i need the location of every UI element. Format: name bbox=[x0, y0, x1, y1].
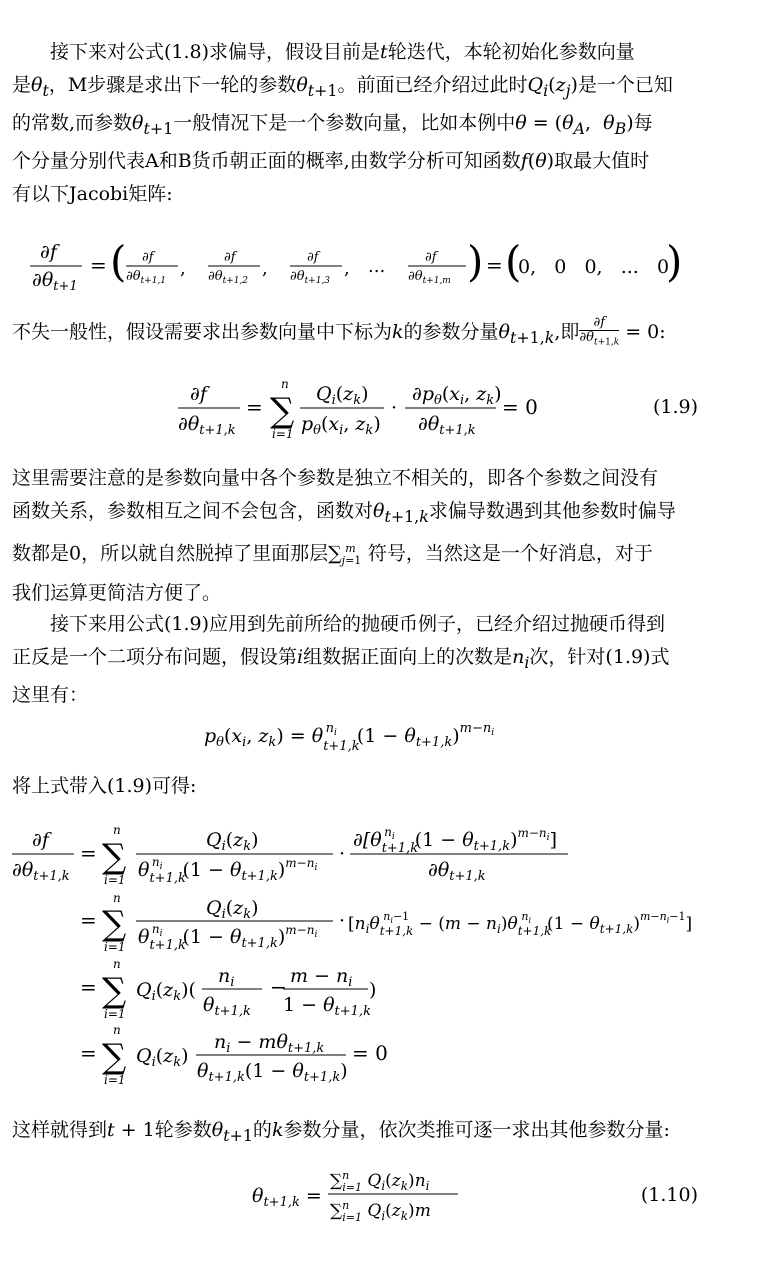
svg-text:pθ(xi, zk) = θt+1,kni(1 − θt+1: $p_\theta(x_i$, $z_k) = \theta_{t+1,k}ni$ $(1 - \theta_{t+1,k})^{m-n}i$ bbox=[204, 721, 495, 754]
svg-text:m − ni: $m - n_i$ bbox=[290, 965, 353, 990]
svg-text:∑ni=1 Qi(zk)m: ∑$^n$ i=1 $Q_i(z_k)m$ bbox=[330, 1199, 431, 1224]
svg-text:): ) bbox=[467, 237, 484, 286]
equation-number: (1.9) bbox=[652, 396, 698, 418]
line: 将上式带入(1.9)可得: bbox=[12, 775, 197, 797]
line: 是$\theta_t$，M步骤是求出下一轮的参数$\theta_{t+1}$。前面已经介绍过此时$Q_i(z_j)$是一个已知 bbox=[12, 73, 673, 100]
svg-text:Qi(zk): $Q_i(z_k)$ bbox=[206, 897, 259, 922]
svg-text:∑: ∑ bbox=[102, 837, 127, 877]
line: 接下来用公式(1.9)应用到先前所给的抛硬币例子，已经介绍过抛硬币得到 bbox=[50, 613, 666, 635]
binomial-equation bbox=[0, 712, 765, 756]
svg-text:∂f: ∂f bbox=[307, 250, 319, 265]
svg-text:∂pθ(xi, zk): $\partial p_\theta(x_i$, $z_k$) bbox=[412, 383, 502, 408]
svg-text:i=1: i=1 bbox=[272, 427, 294, 441]
line: 函数关系，参数相互之间不会包含，函数对$\theta_{t+1,k}$求偏导数遇到其他参数时偏导 bbox=[12, 499, 676, 526]
svg-text:∑ni=1 Qi(zk)ni: ∑$^n$ i=1 $Q_i(z_k)n_i$ bbox=[330, 1169, 430, 1194]
svg-text:n: n bbox=[281, 378, 289, 391]
svg-text:∂[θt+1,kni(1 − θt+1,k)m−ni]: $\partial[\theta_{t+1,k}ni$ $(1 - \theta_{t+1,k})^{m-n}i$] bbox=[353, 825, 557, 856]
svg-text:Qi(zk): $Q_i(z_k)$ bbox=[316, 383, 369, 408]
svg-text:n: n bbox=[113, 823, 121, 837]
paragraph-intro bbox=[12, 36, 698, 210]
svg-text:θt+1,k =: $\theta_{t+1,k}$ = bbox=[252, 1185, 322, 1210]
paragraph-result bbox=[12, 1114, 732, 1152]
svg-text:θt+1,k: $\theta_{t+1,k}$ bbox=[203, 994, 251, 1019]
svg-text:): ) bbox=[666, 237, 683, 286]
jacobi-equation bbox=[0, 236, 765, 296]
svg-text:−: − bbox=[270, 975, 287, 999]
svg-text:[niθt+1,kni−1 − (m − ni)θt+1,k: [$n_i\theta_{t+1,k}ni-1 - (m - n_i)\theta_{t+1,k}ni$ $(1 - \theta_{t+1,k})^{m-n}i-1$] bbox=[348, 910, 693, 938]
svg-text:1 − θt+1,k: $1 - \theta_{t+1,k}$ bbox=[283, 994, 371, 1019]
equation-number: (1.10) bbox=[640, 1184, 698, 1206]
svg-text:=: = bbox=[246, 395, 263, 419]
svg-text:i=1: i=1 bbox=[104, 1007, 126, 1021]
svg-text:∂θt+1,m: $\partial\theta_{t+1,m}$ bbox=[408, 269, 451, 286]
svg-text:∂θt+1,k: $\partial\theta_{t+1,k}$ bbox=[428, 859, 486, 884]
svg-text:∂f: ∂f bbox=[142, 250, 154, 265]
svg-text:θt+1,kni(1 − θt+1,k)m−ni: $\theta_{t+1,k}ni$ $(1 - \theta_{t+1,k})^{m-n}i$ bbox=[138, 922, 318, 953]
paragraph-general bbox=[12, 316, 732, 354]
line: 这里需要注意的是参数向量中各个参数是独立不相关的，即各个参数之间没有 bbox=[12, 467, 659, 489]
svg-text:∂θt+1,k: $\partial\theta_{t+1,k}$ bbox=[178, 413, 236, 438]
svg-text:n: n bbox=[113, 1023, 121, 1037]
svg-text:...: ... bbox=[368, 256, 386, 277]
line: 个分量分别代表A和B货币朝正面的概率,由数学分析可知函数f(θ)取最大值时 bbox=[12, 150, 650, 173]
svg-text:Qi(zk)(: $Q_i(z_k)$( bbox=[136, 979, 196, 1004]
svg-text:∑: ∑ bbox=[102, 904, 127, 944]
svg-text:∑: ∑ bbox=[270, 391, 295, 431]
svg-text:ni − mθt+1,k: $n_i - m\theta_{t+1,k}$ bbox=[214, 1031, 325, 1056]
paragraph-coin-example bbox=[12, 608, 698, 711]
svg-text:∂f: ∂f bbox=[224, 250, 236, 265]
svg-text:pθ(xi, zk): $p_\theta(x_i$, $z_k$) bbox=[301, 413, 381, 438]
svg-text:∂θt+1,3: $\partial\theta_{t+1,3}$ bbox=[290, 269, 331, 286]
svg-text:(: ( bbox=[505, 237, 522, 286]
svg-text:θt+1,kni(1 − θt+1,k)m−ni: $\theta_{t+1,k}ni$ $(1 - \theta_{t+1,k})^{m-n}i$ bbox=[138, 855, 318, 886]
svg-text:n: n bbox=[113, 957, 121, 971]
paragraph-substitute bbox=[12, 770, 698, 803]
svg-text:∂f: ∂f bbox=[190, 383, 207, 405]
line: 的常数,而参数$\theta_{t+1}$一般情况下是一个参数向量，比如本例中$\theta = (\theta_A$, $\theta_B$)每 bbox=[12, 111, 653, 138]
svg-text:=: = bbox=[80, 1041, 97, 1065]
svg-text:∑: ∑ bbox=[102, 1037, 127, 1077]
svg-text:n: n bbox=[113, 891, 121, 905]
line: 有以下Jacobi矩阵: bbox=[12, 182, 173, 205]
svg-text:): ) bbox=[369, 979, 377, 1001]
svg-text:∂f: ∂f bbox=[40, 241, 57, 263]
svg-text:·: · bbox=[339, 910, 346, 932]
svg-text:i=1: i=1 bbox=[104, 1073, 126, 1087]
svg-text:ni: $n_i$ bbox=[218, 965, 235, 990]
svg-text:∂f: ∂f bbox=[32, 829, 49, 851]
svg-text:=: = bbox=[80, 841, 97, 865]
svg-text:∂θt+1,1: $\partial\theta_{t+1,1}$ bbox=[126, 269, 167, 286]
svg-text:∂θt+1,k: $\partial\theta_{t+1,k}$ bbox=[418, 413, 476, 438]
svg-text:θt+1,k(1 − θt+1,k): $\theta_{t+1,k}(1 - \theta_{t+1,k})$ bbox=[197, 1060, 348, 1085]
svg-text:∂f: ∂f bbox=[425, 250, 437, 265]
derivation-block bbox=[0, 822, 765, 1092]
svg-text:·: · bbox=[391, 397, 398, 419]
svg-text:=: = bbox=[80, 975, 97, 999]
svg-text:= 0: = 0 bbox=[352, 1041, 388, 1065]
svg-text:i=1: i=1 bbox=[104, 940, 126, 954]
paragraph-independence bbox=[12, 462, 698, 610]
svg-text:∂θt+1,k: $\partial\theta_{t+1,k}$ bbox=[12, 859, 70, 884]
svg-text:,: , bbox=[344, 258, 350, 279]
line: 这样就得到t + 1轮参数$\theta_{t+1}$的k参数分量，依次类推可逐一求出其他参数分量: bbox=[12, 1119, 670, 1145]
svg-text:i=1: i=1 bbox=[104, 873, 126, 887]
svg-text:0, 0 0, ... 0: 0, 0 0, ... 0 bbox=[518, 256, 670, 278]
svg-text:∂θt+1: $\partial\theta_{t+1}$ bbox=[32, 269, 78, 294]
svg-text:=: = bbox=[90, 253, 107, 277]
svg-text:= 0: = 0 bbox=[502, 395, 538, 419]
line: 不失一般性，假设需要求出参数向量中下标为k的参数分量$\theta_{t+1,k}$,即 $\frac{\partial f}{\partial\theta_{t+1,k}}$ = 0: bbox=[12, 315, 666, 348]
line: 接下来对公式(1.8)求偏导，假设目前是t轮迭代，本轮初始化参数向量 bbox=[50, 41, 635, 63]
svg-text:=: = bbox=[486, 253, 503, 277]
svg-text:(: ( bbox=[110, 237, 127, 286]
equation-1-9 bbox=[0, 378, 765, 442]
svg-text:·: · bbox=[339, 843, 346, 865]
svg-text:,: , bbox=[262, 258, 268, 279]
svg-text:,: , bbox=[180, 258, 186, 279]
line: 这里有： bbox=[12, 683, 89, 706]
svg-text:Qi(zk): $Q_i(z_k)$ bbox=[136, 1045, 189, 1070]
line: 我们运算更简洁方便了。 bbox=[12, 582, 222, 605]
svg-text:=: = bbox=[80, 908, 97, 932]
svg-text:Qi(zk): $Q_i(z_k)$ bbox=[206, 829, 259, 854]
svg-text:∑: ∑ bbox=[102, 971, 127, 1011]
line: 数都是0，所以就自然脱掉了里面那层$\sum_{j=1}^m$ 符号，当然这是一个好消息，对于 bbox=[12, 541, 653, 567]
svg-text:∂θt+1,2: $\partial\theta_{t+1,2}$ bbox=[208, 269, 249, 286]
line: 正反是一个二项分布问题，假设第i组数据正面向上的次数是$n_i$次，针对(1.9)式 bbox=[12, 645, 670, 672]
